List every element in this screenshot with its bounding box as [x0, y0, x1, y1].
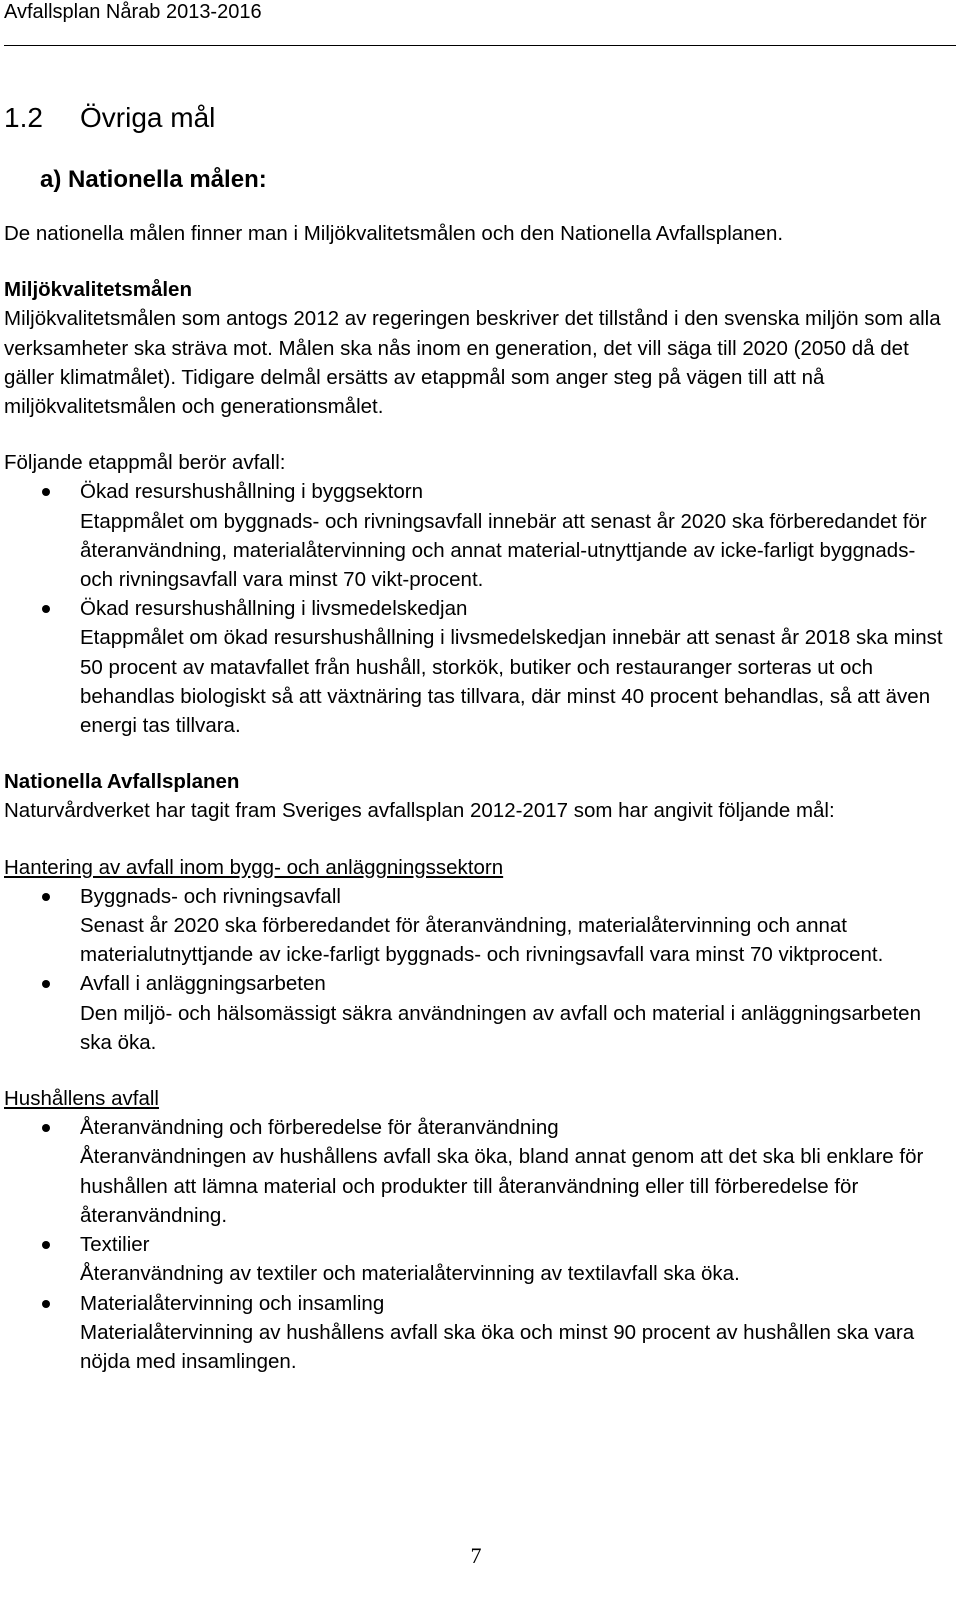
list-item	[4, 1289, 952, 1377]
list-item	[4, 882, 952, 970]
bullet-icon	[42, 1124, 50, 1132]
list-item-text: Återanvändning av textiler och materialåtervinning av textilavfall ska öka.	[80, 1262, 740, 1286]
list-item-text: Den miljö- och hälsomässigt säkra användningen av avfall och material i anläggningsarbeten ska öka.	[80, 1001, 921, 1054]
list-item	[4, 969, 952, 1057]
list-item	[4, 594, 952, 740]
hushall-heading: Hushållens avfall	[4, 1087, 159, 1111]
bullet-icon	[42, 980, 50, 988]
hushall-goal-list	[4, 1113, 952, 1376]
nationella-paragraph: Naturvårdverket har tagit fram Sveriges avfallsplan 2012-2017 som har angivit följande mål:	[4, 799, 835, 823]
bygg-goal-list	[4, 882, 952, 1057]
nationella-heading: Nationella Avfallsplanen	[4, 770, 240, 794]
bullet-icon	[42, 488, 50, 496]
section-number: 1.2	[4, 102, 43, 133]
section-heading	[4, 101, 215, 135]
list-item-title: Återanvändning och förberedelse för återanvändning	[80, 1116, 559, 1140]
miljo-goal-list	[4, 477, 952, 740]
bullet-icon	[42, 1241, 50, 1249]
list-item-text: Etappmålet om ökad resurshushållning i livsmedelskedjan innebär att senast år 2018 ska minst 50 procent av matavfallet från hushåll, storkök, butiker och restauranger sorteras ut och behandlas biologiskt så att växtnäring tas tillvara, där minst 40 procent behandlas, så att även energi tas tillvara.	[80, 626, 943, 738]
document-body	[4, 219, 952, 1376]
bullet-icon	[42, 893, 50, 901]
intro-paragraph: De nationella målen finner man i Miljökvalitetsmålen och den Nationella Avfallsplanen.	[4, 222, 784, 245]
miljo-heading: Miljökvalitetsmålen	[4, 278, 192, 302]
list-item	[4, 477, 952, 594]
list-item-text: Senast år 2020 ska förberedandet för återanvändning, materialåtervinning och annat materialutnyttjande av icke-farligt byggnads- och rivningsavfall vara minst 70 viktprocent.	[80, 914, 884, 967]
bullet-icon	[42, 1300, 50, 1308]
list-item	[4, 1230, 952, 1288]
running-header: Avfallsplan Nårab 2013-2016	[4, 1, 262, 23]
list-item	[4, 1113, 952, 1230]
list-item-title: Avfall i anläggningsarbeten	[80, 972, 326, 996]
list-item-title: Materialåtervinning och insamling	[80, 1291, 385, 1315]
section-title: Övriga mål	[80, 102, 216, 133]
list-item-text: Återanvändningen av hushållens avfall ska öka, bland annat genom att det ska bli enklare för hushållen att lämna material och produkter till återanvändning eller till förberedelse för återanvändning.	[80, 1145, 924, 1227]
page-number: 7	[470, 1543, 482, 1568]
list-item-title: Byggnads- och rivningsavfall	[80, 884, 341, 908]
list-item-title: Textilier	[80, 1233, 150, 1257]
list-item-text: Materialåtervinning av hushållens avfall ska öka och minst 90 procent av hushållen ska vara nöjda med insamlingen.	[80, 1320, 915, 1373]
list-item-text: Etappmålet om byggnads- och rivningsavfall innebär att senast år 2020 ska förberedandet för återanvändning, materialåtervinning och annat material-utnyttjande av icke-farligt byggnads- och rivningsavfall vara minst 70 vikt-procent.	[80, 509, 927, 592]
bullet-icon	[42, 605, 50, 613]
bygg-heading: Hantering av avfall inom bygg- och anläggningssektorn	[4, 855, 504, 879]
list-item-title: Ökad resurshushållning i livsmedelskedjan	[80, 597, 468, 621]
subsection-heading: a) Nationella målen:	[40, 166, 267, 193]
miljo-list-intro: Följande etappmål berör avfall:	[4, 451, 286, 475]
list-item-title: Ökad resurshushållning i byggsektorn	[80, 480, 423, 504]
header-rule	[4, 45, 956, 46]
miljo-paragraph: Miljökvalitetsmålen som antogs 2012 av regeringen beskriver det tillstånd i den svenska miljön som alla verksamheter ska sträva mot. Målen ska nås inom en generation, det vill säga till 2020 (2050 då det gäller klimatmålet). Tidigare delmål ersätts av etappmål som anger steg på vägen till att nå miljökvalitetsmålen och generationsmålet.	[4, 307, 941, 419]
